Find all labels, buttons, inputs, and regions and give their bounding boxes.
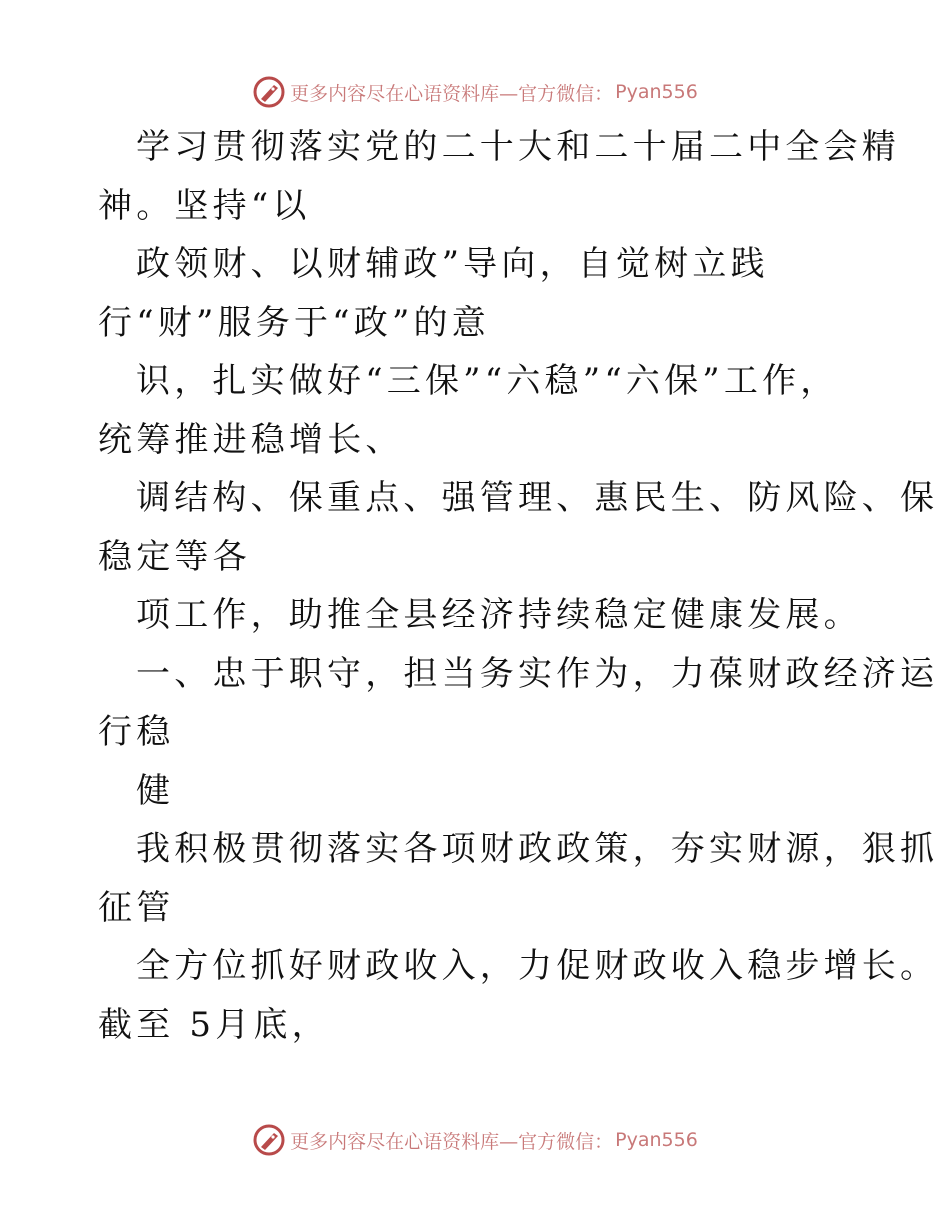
body-line: 识，扎实做好“三保”“六稳”“六保”工作， (136, 361, 839, 401)
header-watermark (0, 72, 950, 112)
body-line: 截至 5月底， (98, 1004, 330, 1045)
pen-nib-circle-icon (252, 75, 286, 109)
body-line: 行“财”服务于“政”的意 (98, 302, 490, 343)
body-line: 我积极贯彻落实各项财政政策，夯实财源，狠抓 (136, 829, 939, 869)
watermark-text: 更多内容尽在心语资料库—官方微信： (290, 82, 614, 105)
section-heading: 一、忠于职守，担当务实作为，力葆财政经济运 (136, 653, 939, 694)
footer-watermark (0, 1120, 950, 1160)
body-line: 学习贯彻落实党的二十大和二十届二中全会精 (136, 127, 900, 167)
body-line: 统筹推进稳增长、 (98, 419, 404, 460)
watermark-text: 更多内容尽在心语资料库—官方微信： (290, 1130, 614, 1153)
body-line: 调结构、保重点、强管理、惠民生、防风险、保 (136, 478, 939, 518)
watermark-wechat-id: Pyan556 (615, 81, 698, 103)
body-line: 项工作，助推全县经济持续稳定健康发展。 (136, 595, 862, 635)
section-heading-cont: 行稳 (98, 712, 175, 752)
watermark-wechat-id: Pyan556 (615, 1129, 698, 1151)
pen-nib-circle-icon (252, 1123, 286, 1157)
body-line: 征管 (98, 887, 175, 928)
document-body (98, 118, 939, 1054)
body-line: 全方位抓好财政收入，力促财政收入稳步增长。 (136, 946, 939, 986)
body-line: 稳定等各 (98, 536, 251, 577)
section-heading-cont: 健 (136, 770, 175, 811)
body-line: 神。坚持“以 (98, 185, 311, 226)
body-line: 政领财、以财辅政”导向，自觉树立践 (136, 244, 769, 284)
